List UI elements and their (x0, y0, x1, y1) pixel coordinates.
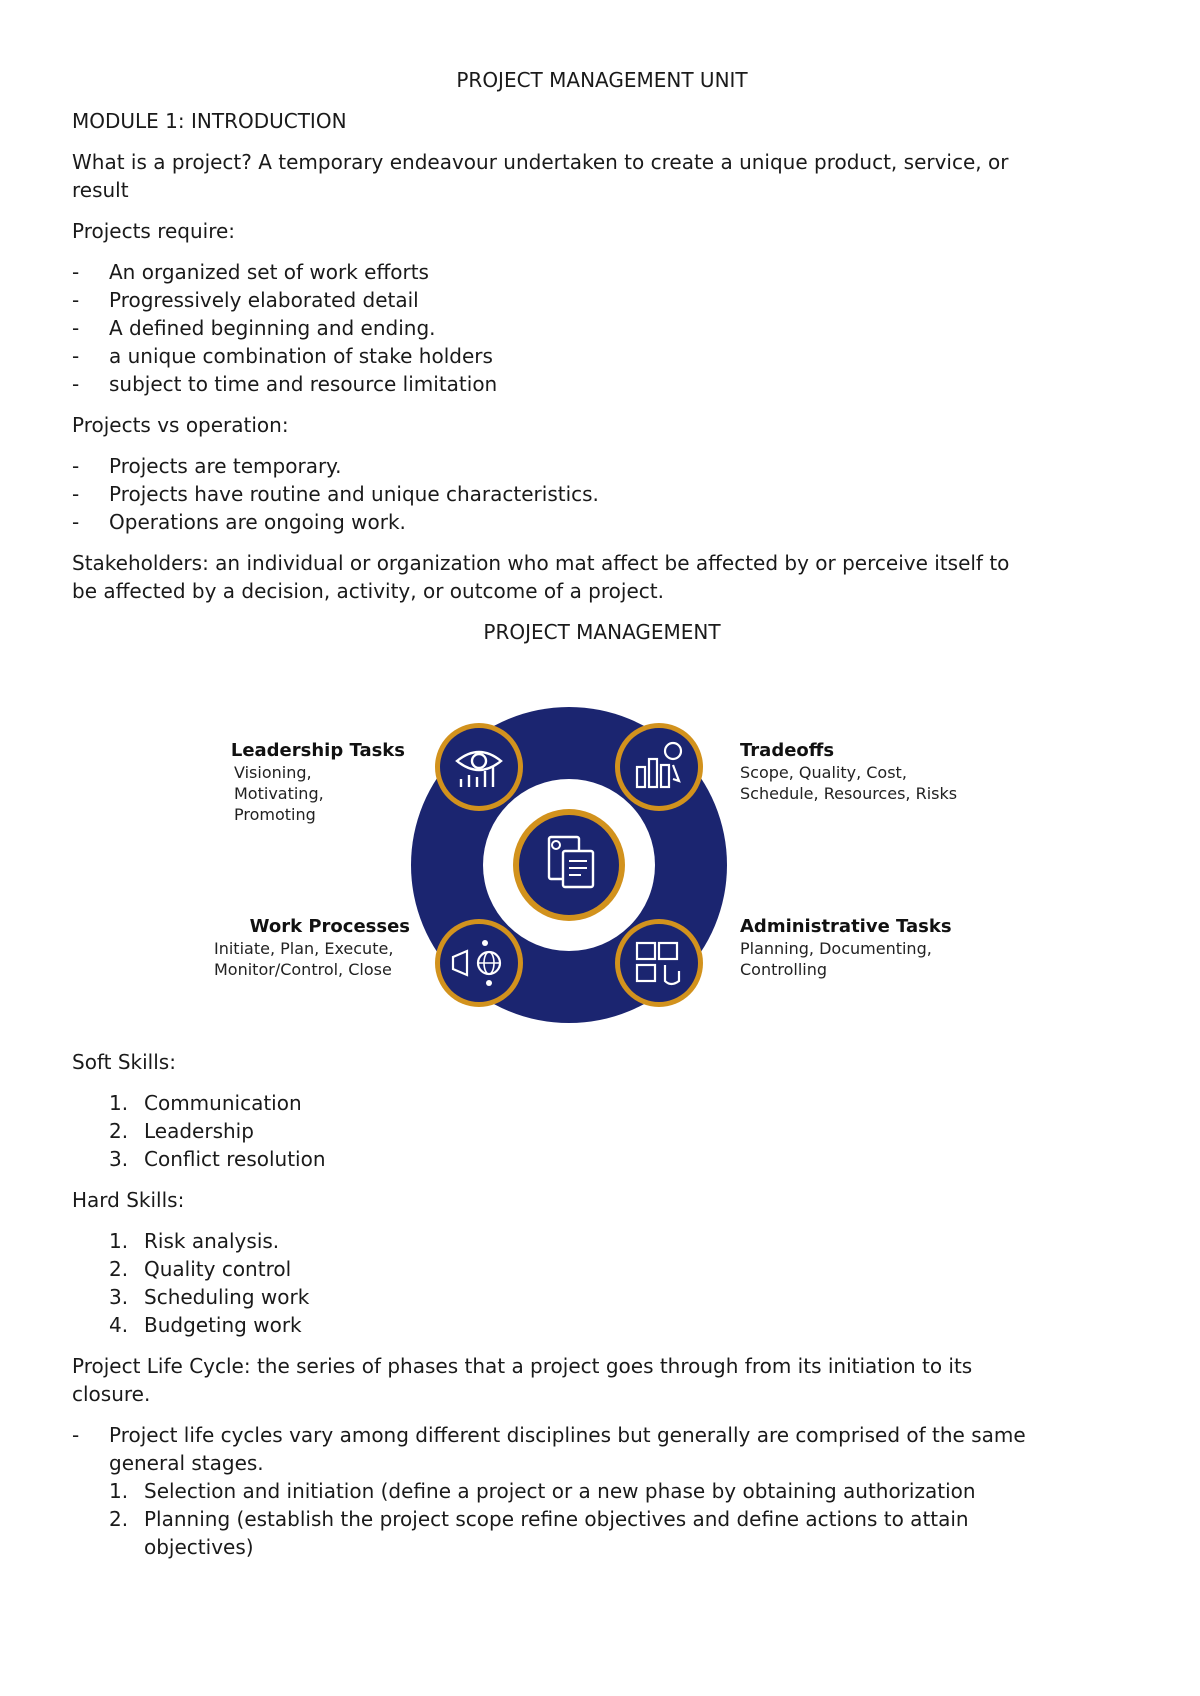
life-cycle-line1: Project Life Cycle: the series of phases that a project goes through from its initiation to its (72, 1354, 973, 1378)
list-item: 1. Risk analysis. (109, 1229, 280, 1253)
project-definition-line1: What is a project? A temporary endeavour undertaken to create a unique product, service, or (72, 150, 1009, 174)
page-title: PROJECT MANAGEMENT UNIT (456, 68, 748, 92)
admin-tasks-desc-line1: Planning, Documenting, (740, 939, 932, 958)
list-item: 3. Conflict resolution (109, 1147, 326, 1171)
leadership-desc-line2: Promoting (234, 805, 316, 824)
list-item: 2. Leadership (109, 1119, 254, 1143)
skills-section (72, 1048, 1132, 1561)
work-processes-desc-line2: Monitor/Control, Close (214, 960, 392, 979)
vision-eye-icon (435, 723, 523, 811)
leadership-desc-line1: Visioning, Motivating, (234, 763, 324, 803)
diagram-title: PROJECT MANAGEMENT (483, 620, 721, 644)
leadership-label (200, 740, 405, 825)
documents-touch-icon (615, 919, 703, 1007)
list-item: - Projects have routine and unique characteristics. (72, 482, 599, 506)
admin-tasks-title: Administrative Tasks (740, 916, 952, 937)
hard-skills-list (72, 1227, 1132, 1339)
list-item: 1. Communication (109, 1091, 302, 1115)
documents-icon (513, 809, 625, 921)
intro-section (72, 66, 1132, 646)
megaphone-globe-icon (435, 919, 523, 1007)
list-item: 1. Selection and initiation (define a project or a new phase by obtaining authorization (109, 1479, 976, 1503)
tradeoffs-title: Tradeoffs (740, 740, 835, 761)
work-processes-label (200, 916, 410, 980)
project-definition-line2: result (72, 178, 129, 202)
hard-skills-heading: Hard Skills: (72, 1188, 185, 1212)
require-heading: Projects require: (72, 219, 236, 243)
project-management-diagram (200, 690, 1000, 1030)
work-processes-title: Work Processes (249, 916, 410, 937)
vs-heading: Projects vs operation: (72, 413, 289, 437)
list-item: - Project life cycles vary among different disciplines but generally are comprised of the same general stages. (72, 1423, 1026, 1475)
list-item: - Projects are temporary. (72, 454, 342, 478)
ring-graphic (409, 705, 729, 1025)
life-cycle-line2: closure. (72, 1382, 151, 1406)
list-item: - A defined beginning and ending. (72, 316, 436, 340)
tradeoffs-desc-line2: Schedule, Resources, Risks (740, 784, 958, 803)
module-heading: MODULE 1: INTRODUCTION (72, 109, 347, 133)
stakeholders-line2: be affected by a decision, activity, or outcome of a project. (72, 579, 664, 603)
admin-tasks-label (740, 916, 990, 980)
diagram-ring (409, 705, 729, 1025)
list-item: - a unique combination of stake holders (72, 344, 493, 368)
tradeoffs-label (740, 740, 990, 804)
list-item: - subject to time and resource limitation (72, 372, 498, 396)
list-item: 2. Planning (establish the project scope refine objectives and define actions to attain objectives) (109, 1507, 969, 1559)
vs-list (72, 452, 1132, 536)
list-item: - An organized set of work efforts (72, 260, 429, 284)
admin-tasks-desc-line2: Controlling (740, 960, 828, 979)
stakeholders-line1: Stakeholders: an individual or organization who mat affect be affected by or perceive itself to (72, 551, 1010, 575)
cost-chart-icon (615, 723, 703, 811)
list-item: 4. Budgeting work (109, 1313, 302, 1337)
work-processes-desc-line1: Initiate, Plan, Execute, (214, 939, 394, 958)
list-item: - Operations are ongoing work. (72, 510, 406, 534)
soft-skills-list (72, 1089, 1132, 1173)
tradeoffs-desc-line1: Scope, Quality, Cost, (740, 763, 907, 782)
list-item: 2. Quality control (109, 1257, 292, 1281)
require-list (72, 258, 1132, 398)
list-item: - Progressively elaborated detail (72, 288, 419, 312)
life-cycle-list (72, 1421, 1132, 1561)
list-item: 3. Scheduling work (109, 1285, 310, 1309)
leadership-title: Leadership Tasks (230, 740, 405, 761)
soft-skills-heading: Soft Skills: (72, 1050, 176, 1074)
